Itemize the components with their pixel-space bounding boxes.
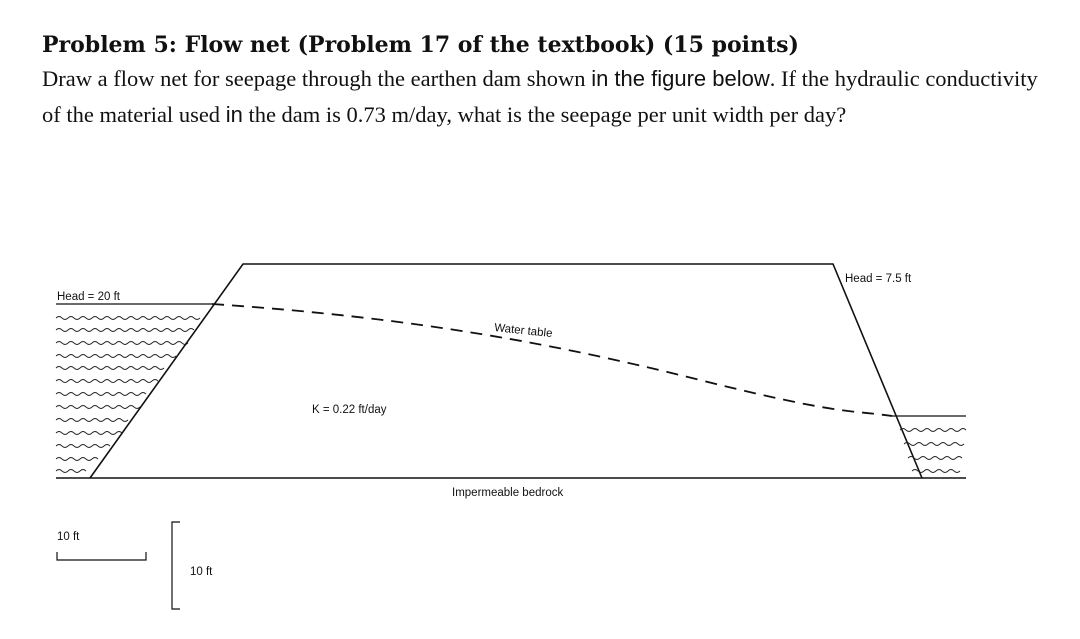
water-table-line bbox=[212, 304, 892, 416]
scale-horizontal-label: 10 ft bbox=[57, 531, 80, 543]
bedrock-label: Impermeable bedrock bbox=[452, 487, 564, 499]
water-table-label: Water table bbox=[493, 322, 554, 341]
problem-text-in: in bbox=[225, 102, 243, 127]
scale-vertical-label: 10 ft bbox=[190, 566, 213, 578]
problem-title: Problem 5: Flow net (Problem 17 of the textbook) (15 points) bbox=[42, 32, 799, 58]
problem-text-part-3: . If the hydraulic conductivity of the material used bbox=[42, 66, 1038, 127]
head-right-label: Head = 7.5 ft bbox=[845, 273, 912, 285]
left-reservoir-water bbox=[56, 317, 200, 473]
problem-text-figure-ref: in the figure below bbox=[591, 66, 770, 91]
dam-outline bbox=[90, 264, 922, 478]
conductivity-label: K = 0.22 ft/day bbox=[312, 404, 387, 416]
head-left-label: Head = 20 ft bbox=[57, 291, 120, 303]
scale-horizontal-bar bbox=[57, 552, 146, 560]
scale-vertical-bar bbox=[172, 522, 180, 609]
problem-text-part-1: Draw a flow net for seepage through the earthen dam shown bbox=[42, 66, 592, 91]
problem-text-part-5: the dam is 0.73 m/day, what is the seepage per unit width per day? bbox=[242, 102, 847, 127]
